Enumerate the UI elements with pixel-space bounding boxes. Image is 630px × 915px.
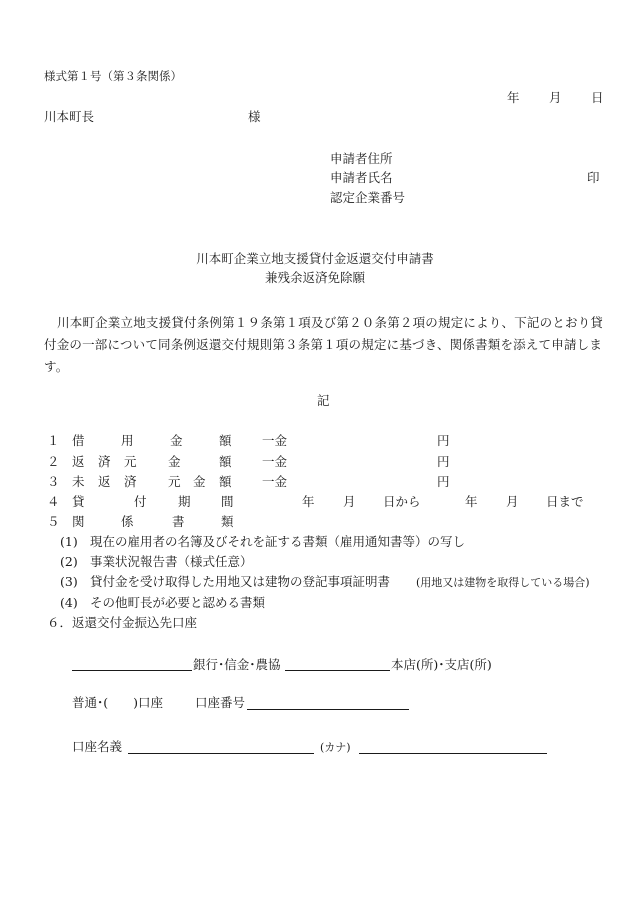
applicant-name-label: 申請者氏名 <box>330 170 393 185</box>
date-year-label: 年 <box>507 90 520 105</box>
document-title: 川本町企業立地支援貸付金返還交付申請書 <box>196 251 434 266</box>
date-day-label: 日 <box>591 90 604 105</box>
account-holder-kana-field[interactable] <box>359 753 547 754</box>
item-label-char: 額 <box>219 433 232 448</box>
item-number: ２ <box>47 454 60 469</box>
item-label-char: 未 <box>72 474 85 489</box>
applicant-address-label: 申請者住所 <box>330 151 393 166</box>
item-label-char: 書 <box>172 514 185 529</box>
item-label-char: 金 <box>193 474 206 489</box>
account-type-label: 普通･( )口座 <box>72 695 164 710</box>
amount-unit: 円 <box>437 474 450 489</box>
item-label-char: 期 <box>178 494 191 509</box>
ki-heading: 記 <box>317 393 330 408</box>
item-label-char: 済 <box>98 454 111 469</box>
company-number-label: 認定企業番号 <box>330 190 406 205</box>
item-label-char: 関 <box>72 514 85 529</box>
item-label-char: 額 <box>219 474 232 489</box>
item-label-char: 間 <box>221 494 234 509</box>
body-paragraph: 川本町企業立地支援貸付条例第１９条第１項及び第２０条第２項の規定により、下記のとおり貸付金の一部について同条例返還交付規則第３条第１項の規定に基づき、関係書類を添えて申請します。 <box>44 315 604 374</box>
addressee: 川本町長 <box>44 109 95 124</box>
item-label-char: 元 <box>168 474 181 489</box>
item-number: ５ <box>47 514 60 529</box>
amount-unit: 円 <box>437 433 450 448</box>
item-label-char: 借 <box>72 433 85 448</box>
amount-prefix: 一金 <box>262 474 288 489</box>
item-number: １ <box>47 433 60 448</box>
item-label-char: 金 <box>168 454 181 469</box>
document-list-text: その他町長が必要と認める書類 <box>90 595 266 610</box>
item-label-char: 付 <box>134 494 147 509</box>
account-holder-label: 口座名義 <box>72 739 123 754</box>
bank-type-label: 銀行･信金･農協 <box>193 657 281 672</box>
item-label-char: 用 <box>121 433 134 448</box>
item-number: ４ <box>47 494 60 509</box>
honorific: 様 <box>248 109 261 124</box>
document-list-note: (用地又は建物を取得している場合) <box>416 576 590 589</box>
period-to-year: 年 <box>465 494 478 509</box>
document-list-text: 事業状況報告書（様式任意） <box>90 554 253 569</box>
document-subtitle: 兼残余返済免除願 <box>264 270 365 285</box>
document-list-text: 現在の雇用者の名簿及びそれを証する書類（雇用通知書等）の写し <box>90 534 466 549</box>
item-label-char: 類 <box>221 514 234 529</box>
item-label-char: 金 <box>170 433 183 448</box>
date-month-label: 月 <box>549 90 562 105</box>
item-label-char: 元 <box>124 454 137 469</box>
amount-unit: 円 <box>437 454 450 469</box>
period-from-month: 月 <box>343 494 356 509</box>
item-label-char: 返 <box>72 454 85 469</box>
period-from-year: 年 <box>302 494 315 509</box>
item-label-char: 額 <box>219 454 232 469</box>
document-list-number: (1) <box>60 534 78 549</box>
document-list-number: (2) <box>60 554 78 569</box>
period-to-day: 日まで <box>546 494 584 509</box>
kana-label: (カナ) <box>320 741 351 754</box>
item-label-char: 済 <box>124 474 137 489</box>
period-from-day: 日から <box>383 494 421 509</box>
item-number: ３ <box>47 474 60 489</box>
form-number: 様式第１号（第３条関係） <box>44 69 182 83</box>
bank-section-heading: ６．返還交付金振込先口座 <box>47 615 198 630</box>
document-list-text: 貸付金を受け取得した用地又は建物の登記事項証明書 <box>90 574 391 589</box>
bank-name-field[interactable] <box>72 670 192 671</box>
branch-name-field[interactable] <box>285 670 390 671</box>
item-label-char: 貸 <box>72 494 85 509</box>
account-holder-field[interactable] <box>128 753 314 754</box>
branch-type-label: 本店(所)･支店(所) <box>391 657 492 672</box>
item-label-char: 返 <box>98 474 111 489</box>
item-label-char: 係 <box>121 514 134 529</box>
amount-prefix: 一金 <box>262 433 288 448</box>
document-list-number: (3) <box>60 574 78 589</box>
amount-prefix: 一金 <box>262 454 288 469</box>
document-list-number: (4) <box>60 595 78 610</box>
account-number-label: 口座番号 <box>195 695 246 710</box>
seal-mark: 印 <box>587 170 600 185</box>
period-to-month: 月 <box>506 494 519 509</box>
account-number-field[interactable] <box>247 709 409 710</box>
